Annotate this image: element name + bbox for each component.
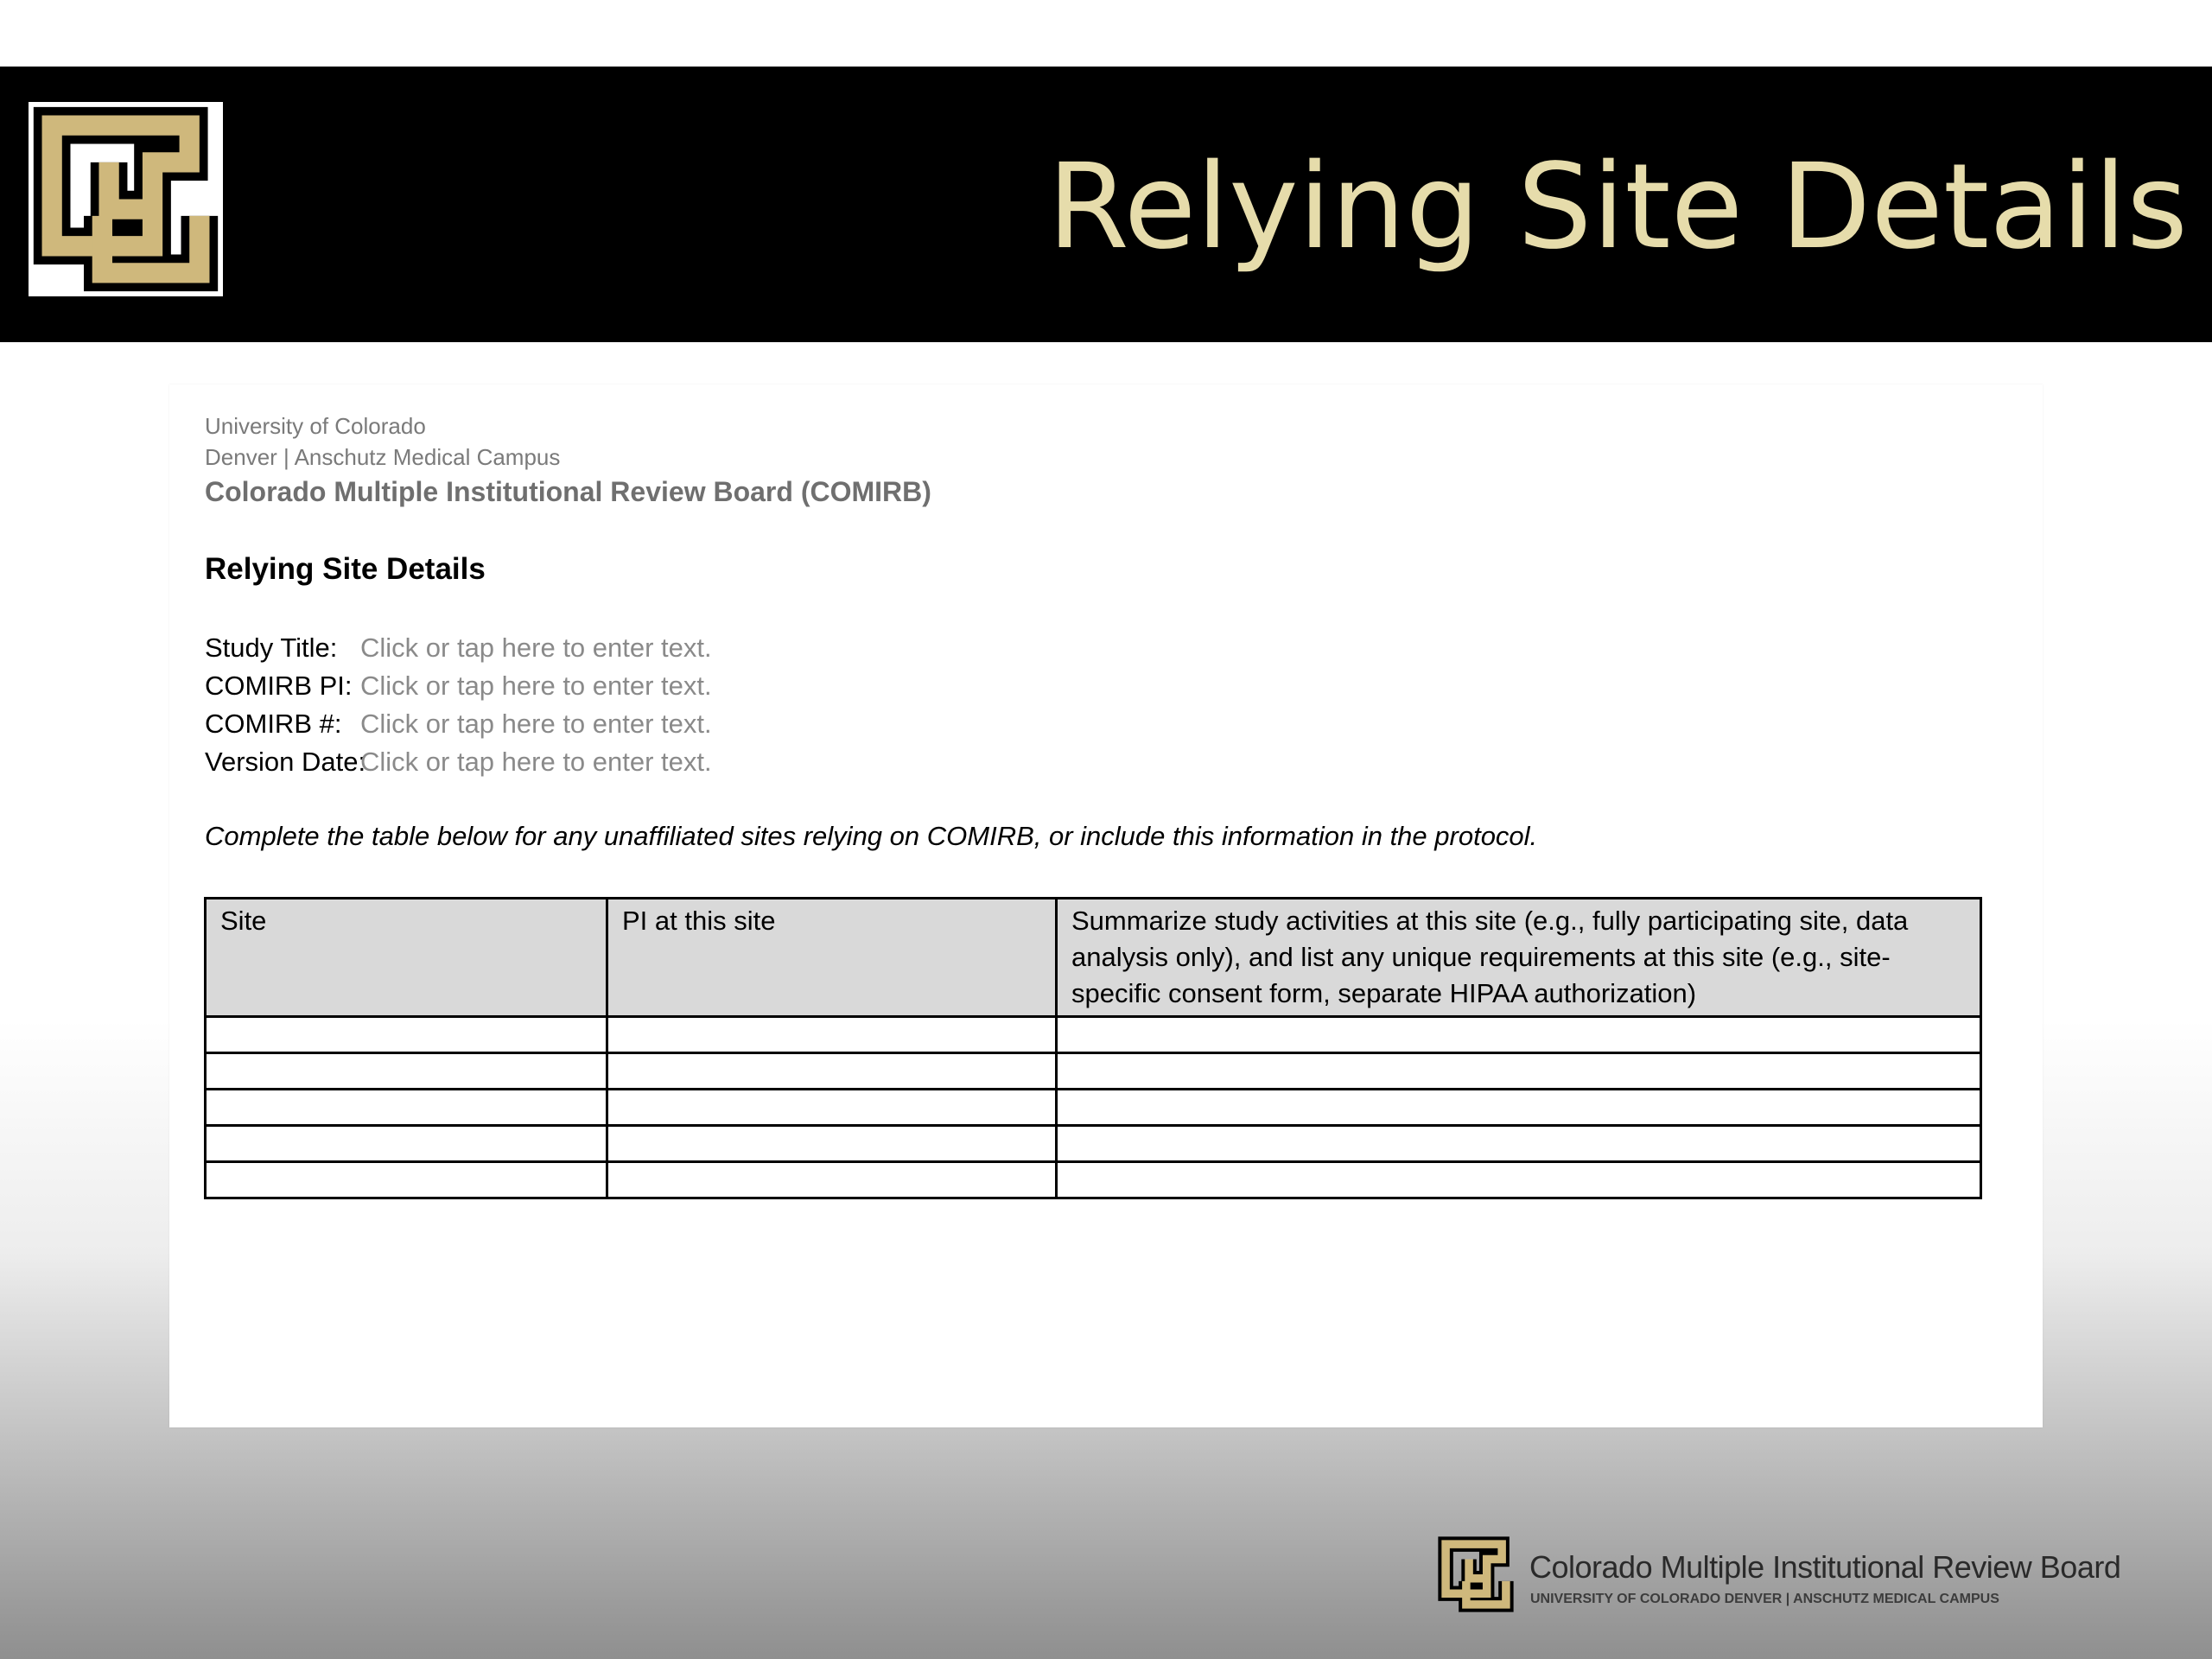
comirb-pi-label: COMIRB PI: (205, 671, 353, 701)
instruction-text: Complete the table below for any unaffiliated sites relying on COMIRB, or include this information in the protocol. (205, 821, 1538, 851)
table-cell[interactable] (607, 1053, 1057, 1090)
table-row (206, 1162, 1981, 1198)
table-cell[interactable] (1057, 1017, 1981, 1053)
table-header-row (206, 899, 1981, 1017)
table-cell[interactable] (607, 1017, 1057, 1053)
field-row-version-date (205, 743, 712, 781)
version-date-input[interactable]: Click or tap here to enter text. (360, 747, 712, 777)
table-cell[interactable] (206, 1017, 607, 1053)
form-fields (205, 629, 712, 781)
table-cell[interactable] (206, 1090, 607, 1126)
table-cell[interactable] (1057, 1090, 1981, 1126)
banner-title: Relying Site Details (1047, 139, 2188, 276)
table-cell[interactable] (206, 1053, 607, 1090)
header-site: Site (206, 899, 607, 1017)
table-cell[interactable] (206, 1162, 607, 1198)
document-page (169, 385, 2043, 1427)
field-row-comirb-pi (205, 667, 712, 705)
org-line-3: Colorado Multiple Institutional Review Board (COMIRB) (205, 476, 931, 507)
table-row (206, 1017, 1981, 1053)
document-title: Relying Site Details (205, 552, 486, 586)
table-row (206, 1090, 1981, 1126)
table-cell[interactable] (1057, 1126, 1981, 1162)
footer-title: Colorado Multiple Institutional Review Board (1529, 1549, 2121, 1585)
study-title-input[interactable]: Click or tap here to enter text. (360, 632, 712, 663)
table-cell[interactable] (1057, 1162, 1981, 1198)
comirb-pi-input[interactable]: Click or tap here to enter text. (360, 671, 712, 701)
top-strip (0, 0, 2212, 67)
version-date-label: Version Date: (205, 747, 366, 777)
sites-table (204, 897, 1982, 1199)
table-cell[interactable] (607, 1162, 1057, 1198)
table-cell[interactable] (206, 1126, 607, 1162)
comirb-number-input[interactable]: Click or tap here to enter text. (360, 709, 712, 739)
table-cell[interactable] (1057, 1053, 1981, 1090)
table-row (206, 1126, 1981, 1162)
footer-subtitle: UNIVERSITY OF COLORADO DENVER | ANSCHUTZ MEDICAL CAMPUS (1530, 1592, 1999, 1606)
study-title-label: Study Title: (205, 632, 338, 663)
field-row-comirb-number (205, 705, 712, 743)
comirb-number-label: COMIRB #: (205, 709, 342, 739)
field-row-study-title (205, 629, 712, 667)
footer-cu-logo-icon (1436, 1535, 1516, 1614)
table-cell[interactable] (607, 1090, 1057, 1126)
org-line-2: Denver | Anschutz Medical Campus (205, 444, 561, 470)
cu-logo-icon (29, 102, 223, 296)
header-summary: Summarize study activities at this site (e.g., fully participating site, data analysis only), and list any unique requirements at this site (e.g., site-specific consent form, separate HIPAA authorization) (1057, 899, 1981, 1017)
org-block (205, 410, 931, 511)
table-cell[interactable] (607, 1126, 1057, 1162)
org-line-1: University of Colorado (205, 413, 426, 439)
header-pi: PI at this site (607, 899, 1057, 1017)
table-row (206, 1053, 1981, 1090)
